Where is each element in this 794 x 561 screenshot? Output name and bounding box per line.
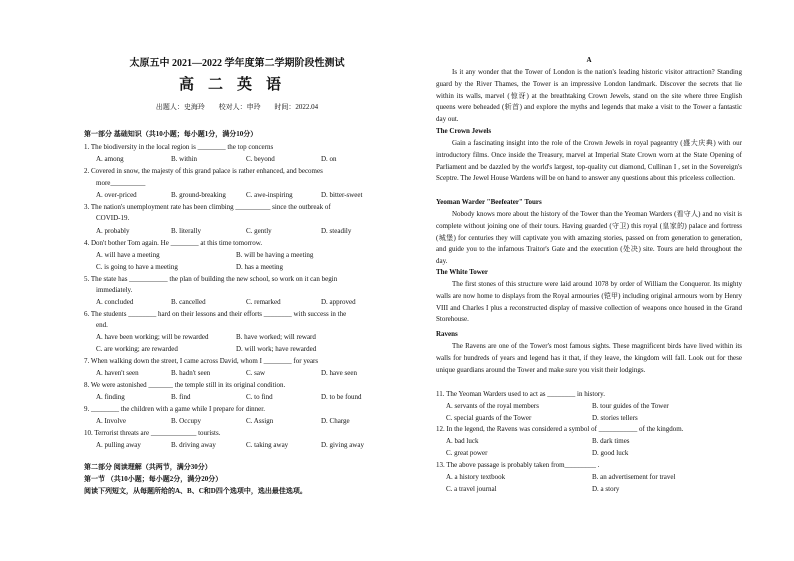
option: C. remarked: [246, 298, 281, 306]
question-options: [96, 393, 396, 402]
option: B. hadn't seen: [171, 369, 211, 377]
option: A. Involve: [96, 417, 126, 425]
question-stem: 5. The state has ___________ the plan of building the new school, so work on it can begin: [84, 275, 338, 283]
option: A. will have a meeting: [96, 251, 160, 259]
option: D. steadily: [321, 227, 352, 235]
option: C. is going to have a meeting: [96, 263, 178, 271]
question-stem: 4. Don't bother Tom again. He ________ at this time tomorrow.: [84, 239, 263, 247]
question-options: [96, 251, 376, 260]
option: D. giving away: [321, 441, 364, 449]
option: B. driving away: [171, 441, 216, 449]
option: B. literally: [171, 227, 201, 235]
option: D. a story: [592, 485, 620, 493]
question-options: [446, 485, 732, 494]
question-stem: 11. The Yeoman Warders used to act as ________ in history.: [436, 390, 605, 398]
reviewer-info: 校对人：申玲: [218, 103, 261, 111]
question-stem: 7. When walking down the street, I came across David, whom I ________ for years: [84, 357, 319, 365]
question-options: [96, 441, 396, 450]
part2-heading: 第二部分 阅读理解（共两节，满分30分）: [84, 463, 212, 471]
heading-ravens: Ravens: [436, 330, 458, 338]
question-stem-cont: immediately.: [96, 286, 133, 294]
option: C. are working; are rewarded: [96, 345, 178, 353]
exam-meta: [84, 103, 390, 112]
option: A. haven't seen: [96, 369, 139, 377]
question-stem-cont: more__________: [96, 179, 146, 187]
option: A. have been working; will be rewarded: [96, 333, 209, 341]
question-stem: 10. Terrorist threats are _____________ tourists.: [84, 429, 221, 437]
question-stem: 1. The biodiversity in the local region is ________ the top concerns: [84, 143, 274, 151]
option: C. beyond: [246, 155, 275, 163]
question-stem: 6. The students ________ hard on their lessons and their efforts ________ with success in the: [84, 310, 347, 318]
question-options: [96, 263, 376, 272]
option: B. an advertisement for travel: [592, 473, 676, 481]
setter-info: 出题人：史海玲: [155, 103, 205, 111]
option: A. bad luck: [446, 437, 479, 445]
option: B. dark times: [592, 437, 630, 445]
option: B. cancelled: [171, 298, 206, 306]
heading-crown-jewels: The Crown Jewels: [436, 127, 492, 135]
option: A. servants of the royal members: [446, 402, 539, 410]
question-stem-cont: COVID-19.: [96, 214, 130, 222]
passage-label: A: [586, 56, 592, 64]
heading-yeoman-warder: Yeoman Warder "Beefeater" Tours: [436, 198, 542, 206]
option: D. good luck: [592, 449, 629, 457]
option: C. special guards of the Tower: [446, 414, 532, 422]
option: D. to be found: [321, 393, 362, 401]
option: A. over-priced: [96, 191, 137, 199]
option: C. saw: [246, 369, 266, 377]
question-options: [96, 417, 396, 426]
question-options: [96, 333, 376, 342]
option: A. concluded: [96, 298, 134, 306]
option: A. among: [96, 155, 124, 163]
passage-intro: Is it any wonder that the Tower of London is the nation's leading historic visitor attraction? Standing guard by the River Thames, the Tower is an impressive London landmark. Discover the secrets that lie within its walls, marvel (惊讶) at the breathtaking Crown Jewels, stand on the site where three English queens were beheaded (斩首) and explore the myths and legends that make a visit to the Tower a fantastic day out.: [436, 68, 742, 124]
question-stem: 13. The above passage is probably taken from_________ .: [436, 461, 600, 469]
option: C. to find: [246, 393, 273, 401]
question-options: [96, 191, 396, 200]
option: C. Assign: [246, 417, 274, 425]
option: C. taking away: [246, 441, 289, 449]
option: D. Charge: [321, 417, 350, 425]
option: C. great power: [446, 449, 488, 457]
paragraph-ravens: The Ravens are one of the Tower's most famous sights. These magnificent birds have lived within its walls for hundreds of years and legend has it that, if they leave, the kingdom will fall. Look out for these unique guardians around the Tower and make sure you visit their lodgings.: [436, 342, 742, 374]
question-options: [96, 345, 376, 354]
paragraph-crown-jewels: Gain a fascinating insight into the role of the Crown Jewels in royal pageantry (盛大庆典) with our introductory films. Once inside the Treasury, marvel at Imperial State Crown worn at the State Opening of Parliament and be dazzled by the world's largest, top-quality cut diamond, Cullinan I , set in the Sovereign's Sceptre. The Jewel House Wardens will be on hand to answer any questions about this priceless collection.: [436, 139, 742, 183]
question-options: [446, 437, 732, 446]
heading-white-tower: The White Tower: [436, 268, 488, 276]
part2-section1: 第一节 （共10小题；每小题2分，满分20分）: [84, 475, 223, 483]
question-options: [96, 298, 396, 307]
part1-heading: 第一部分 基础知识（共10小题；每小题1分，满分10分）: [84, 130, 258, 138]
option: B. tour guides of the Tower: [592, 402, 669, 410]
question-options: [96, 369, 396, 378]
question-options: [96, 227, 396, 236]
option: D. bitter-sweet: [321, 191, 363, 199]
question-stem-cont: end.: [96, 321, 108, 329]
option: B. Occupy: [171, 417, 201, 425]
option: D. have seen: [321, 369, 357, 377]
exam-subtitle: 高二英语: [178, 77, 295, 93]
question-stem: 3. The nation's unemployment rate has been climbing __________ since the outbreak of: [84, 203, 331, 211]
option: B. ground-breaking: [171, 191, 226, 199]
question-options: [96, 155, 396, 164]
exam-title: 太原五中 2021—2022 学年度第二学期阶段性测试: [129, 58, 345, 69]
paragraph-yeoman-warder: Nobody knows more about the history of the Tower than the Yeoman Warders (看守人) and no visit is complete without joining one of their tours. Having guarded (守卫) this royal (皇家的) palace and fortress (城堡) for centuries they will captivate you with amazing stories, passed on from generation to generation, and guide you to the infamous Traitor's Gate and the execution (处决) site. Tours are held throughout the day.: [436, 210, 742, 266]
question-stem: 8. We were astonished _______ the temple still in its original condition.: [84, 381, 286, 389]
question-stem: 9. ________ the children with a game while I prepare for dinner.: [84, 405, 265, 413]
question-stem: 12. In the legend, the Ravens was considered a symbol of ___________ of the kingdom.: [436, 425, 684, 433]
question-options: [446, 414, 732, 423]
time-info: 时间：2022.04: [274, 103, 319, 111]
question-stem: 2. Covered in snow, the majesty of this grand palace is rather enhanced, and becomes: [84, 167, 323, 175]
paragraph-white-tower: The first stones of this structure were laid around 1078 by order of William the Conqueror. Its mighty walls are now home to displays from the Royal armouries (铠甲) including original armours worn by Henry VIII and Charles I plus a reconstructed display of massive collection of weapons once housed in the Grand Storehouse.: [436, 280, 742, 324]
option: B. find: [171, 393, 191, 401]
option: B. within: [171, 155, 198, 163]
option: C. a travel journal: [446, 485, 497, 493]
option: D. stories tellers: [592, 414, 638, 422]
option: C. awe-inspiring: [246, 191, 293, 199]
option: B. have worked; will reward: [236, 333, 316, 341]
question-options: [446, 402, 732, 411]
option: A. finding: [96, 393, 125, 401]
option: C. gently: [246, 227, 272, 235]
option: D. will work; have rewarded: [236, 345, 317, 353]
option: A. a history textbook: [446, 473, 506, 481]
option: D. on: [321, 155, 337, 163]
option: A. pulling away: [96, 441, 141, 449]
option: D. has a meeting: [236, 263, 284, 271]
question-options: [446, 449, 732, 458]
option: B. will be having a meeting: [236, 251, 314, 259]
question-options: [446, 473, 732, 482]
option: A. probably: [96, 227, 130, 235]
option: D. approved: [321, 298, 356, 306]
part2-instruction: 阅读下列短文，从每题所给的A、B、C和D四个选项中，选出最佳选项。: [84, 487, 307, 495]
